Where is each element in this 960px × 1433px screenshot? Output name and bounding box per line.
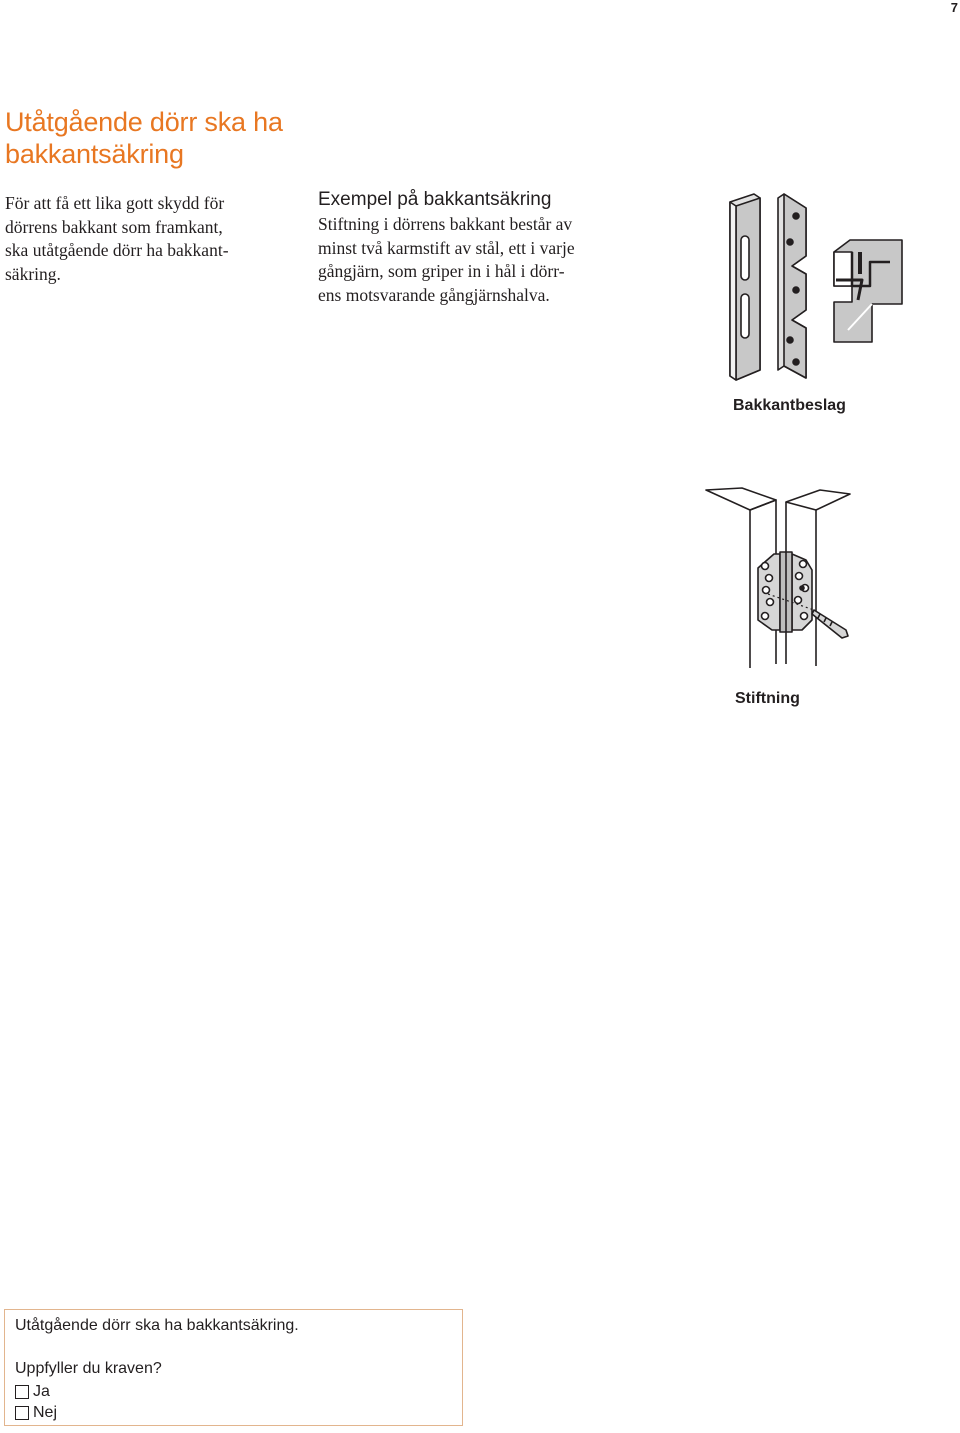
option-ja[interactable]: [15, 1383, 50, 1401]
bakkantbeslag-illustration: [722, 190, 912, 385]
stiftning-caption: Stiftning: [735, 690, 800, 707]
example-line: minst två karmstift av stål, ett i varje: [318, 237, 575, 258]
checklist-question: Uppfyller du kraven?: [15, 1360, 162, 1377]
example-heading: Exempel på bakkantsäkring: [318, 189, 552, 210]
intro-line: säkring.: [5, 263, 61, 284]
stiftning-illustration: [702, 484, 860, 674]
intro-line: ska utåtgående dörr ha bakkant-: [5, 240, 229, 260]
page-number: 7: [950, 0, 958, 15]
option-nej[interactable]: [15, 1404, 57, 1422]
bakkantbeslag-caption: Bakkantbeslag: [733, 397, 846, 414]
intro-paragraph: [5, 192, 295, 286]
checklist-statement: Utåtgående dörr ska ha bakkantsäkring.: [15, 1317, 299, 1334]
example-line: ens motsvarande gångjärnshalva.: [318, 284, 550, 305]
example-body: [318, 213, 618, 307]
checkbox-nej[interactable]: [15, 1406, 29, 1420]
requirements-checklist: [4, 1309, 463, 1426]
checkbox-ja[interactable]: [15, 1385, 29, 1399]
intro-line: För att få ett lika gott skydd för: [5, 193, 225, 213]
option-label-nej: Nej: [33, 1404, 58, 1421]
example-line: gångjärn, som griper in i hål i dörr-: [318, 261, 565, 281]
option-label-ja: Ja: [33, 1383, 50, 1400]
page-title: Utåtgående dörr ska ha bakkantsäkring: [5, 107, 283, 169]
intro-line: dörrens bakkant som framkant,: [5, 216, 223, 237]
example-line: Stiftning i dörrens bakkant består av: [318, 214, 573, 234]
